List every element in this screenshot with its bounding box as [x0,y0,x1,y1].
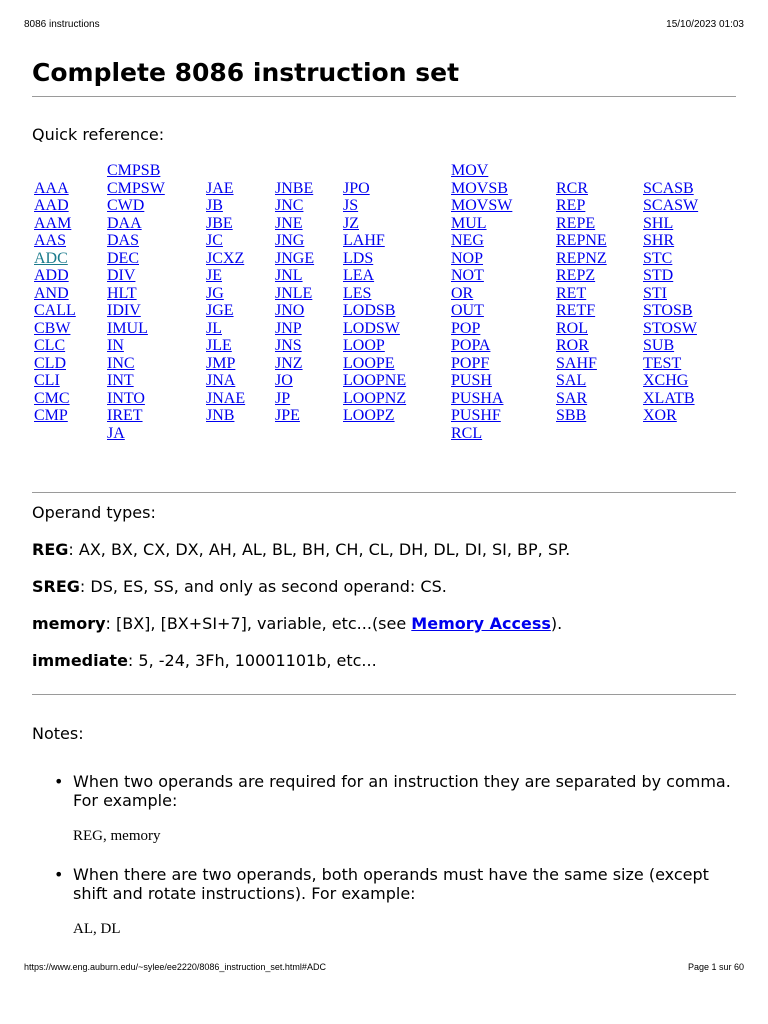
instruction-link-scasw[interactable]: SCASW [643,197,699,214]
instruction-link-repe[interactable]: REPE [556,214,596,232]
instruction-link-jnc[interactable]: JNC [275,197,304,214]
instruction-link-scasb[interactable]: SCASB [643,179,694,197]
instruction-link-loopne[interactable]: LOOPNE [343,372,407,389]
instruction-link-mov[interactable]: MOV [451,162,489,179]
instruction-link-sar[interactable]: SAR [556,389,588,407]
instruction-link-jz[interactable]: JZ [343,214,359,232]
qr-column [556,162,656,425]
qr-column [343,162,443,425]
instruction-link-clc[interactable]: CLC [34,337,66,354]
instruction-link-stosb[interactable]: STOSB [643,302,693,319]
instruction-link-jmp[interactable]: JMP [206,354,236,372]
operand-term: SREG [32,577,80,596]
instruction-link-lea[interactable]: LEA [343,267,375,284]
instruction-link-aam[interactable]: AAM [34,214,72,232]
instruction-link-jnle[interactable]: JNLE [275,284,313,302]
operand-types-label: Operand types: [32,503,156,522]
instruction-link-jnge[interactable]: JNGE [275,249,315,267]
instruction-link-cmpsw[interactable]: CMPSW [107,179,165,197]
instruction-link-dec[interactable]: DEC [107,249,139,267]
instruction-link-jge[interactable]: JGE [206,302,234,319]
operand-desc-end: ). [550,614,563,633]
memory-access-link[interactable]: Memory Access [411,614,551,633]
instruction-link-les[interactable]: LES [343,284,372,302]
instruction-link-int[interactable]: INT [107,372,134,389]
instruction-link-lodsb[interactable]: LODSB [343,302,396,319]
instruction-link-rep[interactable]: REP [556,197,586,214]
instruction-link-add[interactable]: ADD [34,267,69,284]
instruction-link-retf[interactable]: RETF [556,302,596,319]
instruction-link-sub[interactable]: SUB [643,337,675,354]
instruction-link-stc[interactable]: STC [643,249,673,267]
divider [32,96,736,97]
instruction-link-call[interactable]: CALL [34,302,76,319]
instruction-link-nop[interactable]: NOP [451,249,484,267]
instruction-link-out[interactable]: OUT [451,302,484,319]
instruction-link-jl[interactable]: JL [206,319,222,337]
print-header-title: 8086 instructions [24,19,100,30]
print-footer-page: Page 1 sur 60 [687,962,744,972]
instruction-link-push[interactable]: PUSH [451,372,492,389]
instruction-link-pusha[interactable]: PUSHA [451,389,504,407]
instruction-link-cli[interactable]: CLI [34,372,60,389]
instruction-link-aas[interactable]: AAS [34,232,67,249]
instruction-link-jpe[interactable]: JPE [275,407,300,424]
notes-label: Notes: [32,724,84,743]
instruction-link-cmc[interactable]: CMC [34,389,70,407]
instruction-link-js[interactable]: JS [343,197,359,214]
instruction-link-shr[interactable]: SHR [643,232,675,249]
instruction-link-je[interactable]: JE [206,267,222,284]
instruction-link-or[interactable]: OR [451,284,474,302]
instruction-link-jna[interactable]: JNA [206,372,236,389]
instruction-link-movsw[interactable]: MOVSW [451,197,513,214]
instruction-link-jae[interactable]: JAE [206,179,234,197]
instruction-link-popf[interactable]: POPF [451,354,490,372]
instruction-link-neg[interactable]: NEG [451,232,484,249]
instruction-link-loope[interactable]: LOOPE [343,354,395,372]
instruction-link-pop[interactable]: POP [451,319,481,337]
qr-column [451,162,551,442]
instruction-link-jne[interactable]: JNE [275,214,303,232]
instruction-link-shl[interactable]: SHL [643,214,674,232]
instruction-link-loopz[interactable]: LOOPZ [343,407,395,424]
instruction-link-div[interactable]: DIV [107,267,136,284]
print-footer [24,962,744,976]
instruction-link-cmpsb[interactable]: CMPSB [107,162,161,179]
divider [32,694,736,695]
instruction-link-movsb[interactable]: MOVSB [451,179,508,197]
instruction-link-test[interactable]: TEST [643,354,682,372]
instruction-link-rcr[interactable]: RCR [556,179,589,197]
instruction-link-jpo[interactable]: JPO [343,179,370,197]
instruction-link-inc[interactable]: INC [107,354,135,372]
operand-sreg [32,577,447,596]
instruction-link-jnp[interactable]: JNP [275,319,302,337]
instruction-link-rcl[interactable]: RCL [451,424,483,442]
divider [32,492,736,493]
instruction-link-loopnz[interactable]: LOOPNZ [343,389,407,407]
qr-spacer [556,162,656,180]
print-header [24,19,744,33]
instruction-link-aaa[interactable]: AAA [34,179,69,197]
instruction-link-std[interactable]: STD [643,267,674,284]
instruction-link-mul[interactable]: MUL [451,214,487,232]
instruction-link-das[interactable]: DAS [107,232,140,249]
instruction-link-and[interactable]: AND [34,284,69,302]
note-example: AL, DL [73,921,121,937]
instruction-link-jb[interactable]: JB [206,197,223,214]
instruction-link-ret[interactable]: RET [556,284,587,302]
operand-desc: : AX, BX, CX, DX, AH, AL, BL, BH, CH, CL, DH, DL, DI, SI, BP, SP. [68,540,571,559]
instruction-link-jnb[interactable]: JNB [206,407,235,424]
instruction-link-jbe[interactable]: JBE [206,214,233,232]
instruction-link-adc[interactable]: ADC [34,249,68,267]
instruction-link-jno[interactable]: JNO [275,302,305,319]
instruction-link-jc[interactable]: JC [206,232,223,249]
instruction-link-jnl[interactable]: JNL [275,267,303,284]
instruction-link-in[interactable]: IN [107,337,124,354]
instruction-link-ror[interactable]: ROR [556,337,589,354]
instruction-link-repnz[interactable]: REPNZ [556,249,607,267]
instruction-link-popa[interactable]: POPA [451,337,491,354]
print-footer-url: https://www.eng.auburn.edu/~sylee/ee2220/8086_instruction_set.html#ADC [24,962,326,972]
instruction-link-jng[interactable]: JNG [275,232,305,249]
operand-desc: : 5, -24, 3Fh, 10001101b, etc... [127,651,377,670]
instruction-link-jcxz[interactable]: JCXZ [206,249,245,267]
instruction-link-into[interactable]: INTO [107,389,145,407]
instruction-link-repz[interactable]: REPZ [556,267,596,284]
instruction-link-jle[interactable]: JLE [206,337,232,354]
instruction-link-aad[interactable]: AAD [34,197,69,214]
instruction-link-cmp[interactable]: CMP [34,407,68,424]
notes-list [32,772,742,958]
instruction-link-xor[interactable]: XOR [643,407,677,424]
note-example: REG, memory [73,828,161,844]
instruction-link-imul[interactable]: IMUL [107,319,148,337]
qr-column [643,162,743,425]
instruction-link-daa[interactable]: DAA [107,214,142,232]
instruction-link-rol[interactable]: ROL [556,319,588,337]
instruction-link-jns[interactable]: JNS [275,337,302,354]
operand-term: REG [32,540,69,559]
qr-spacer [343,162,443,180]
instruction-link-ja[interactable]: JA [107,424,125,442]
instruction-link-cwd[interactable]: CWD [107,197,145,214]
operand-desc: : DS, ES, SS, and only as second operand: CS. [79,577,447,596]
note-text: • When two operands are required for an instruction they are separated by comma. For example: [73,772,731,810]
operand-memory [32,614,562,633]
instruction-link-sal[interactable]: SAL [556,372,587,389]
instruction-link-jg[interactable]: JG [206,284,224,302]
operand-immediate [32,651,377,670]
instruction-link-loop[interactable]: LOOP [343,337,385,354]
instruction-link-iret[interactable]: IRET [107,407,143,424]
operand-term: memory [32,614,106,633]
instruction-link-jnae[interactable]: JNAE [206,389,246,407]
instruction-link-cld[interactable]: CLD [34,354,66,372]
instruction-link-idiv[interactable]: IDIV [107,302,141,319]
instruction-link-lds[interactable]: LDS [343,249,374,267]
instruction-link-jo[interactable]: JO [275,372,293,389]
quick-reference-label: Quick reference: [32,125,165,144]
print-header-datetime: 15/10/2023 01:03 [666,19,744,30]
qr-column [107,162,207,442]
qr-spacer [643,162,743,180]
instruction-link-xlatb[interactable]: XLATB [643,389,695,407]
instruction-link-pushf[interactable]: PUSHF [451,407,501,424]
note-text: • When there are two operands, both operands must have the same size (except shift and rotate instructions). For example: [73,865,709,903]
note-item [32,772,742,846]
instruction-link-hlt[interactable]: HLT [107,284,137,302]
instruction-link-jnz[interactable]: JNZ [275,354,303,372]
instruction-link-sahf[interactable]: SAHF [556,354,597,372]
operand-desc: : [BX], [BX+SI+7], variable, etc...(see [105,614,412,633]
instruction-link-lahf[interactable]: LAHF [343,232,385,249]
page-title: Complete 8086 instruction set [32,58,460,87]
operand-reg [32,540,570,559]
note-item [32,865,742,939]
instruction-link-lodsw[interactable]: LODSW [343,319,400,337]
instruction-link-xchg[interactable]: XCHG [643,372,689,389]
instruction-link-stosw[interactable]: STOSW [643,319,697,337]
instruction-link-jnbe[interactable]: JNBE [275,179,314,197]
instruction-link-sti[interactable]: STI [643,284,667,302]
instruction-link-repne[interactable]: REPNE [556,232,607,249]
instruction-link-jp[interactable]: JP [275,389,291,407]
instruction-link-sbb[interactable]: SBB [556,407,587,424]
operand-term: immediate [32,651,128,670]
instruction-link-cbw[interactable]: CBW [34,319,71,337]
instruction-link-not[interactable]: NOT [451,267,484,284]
